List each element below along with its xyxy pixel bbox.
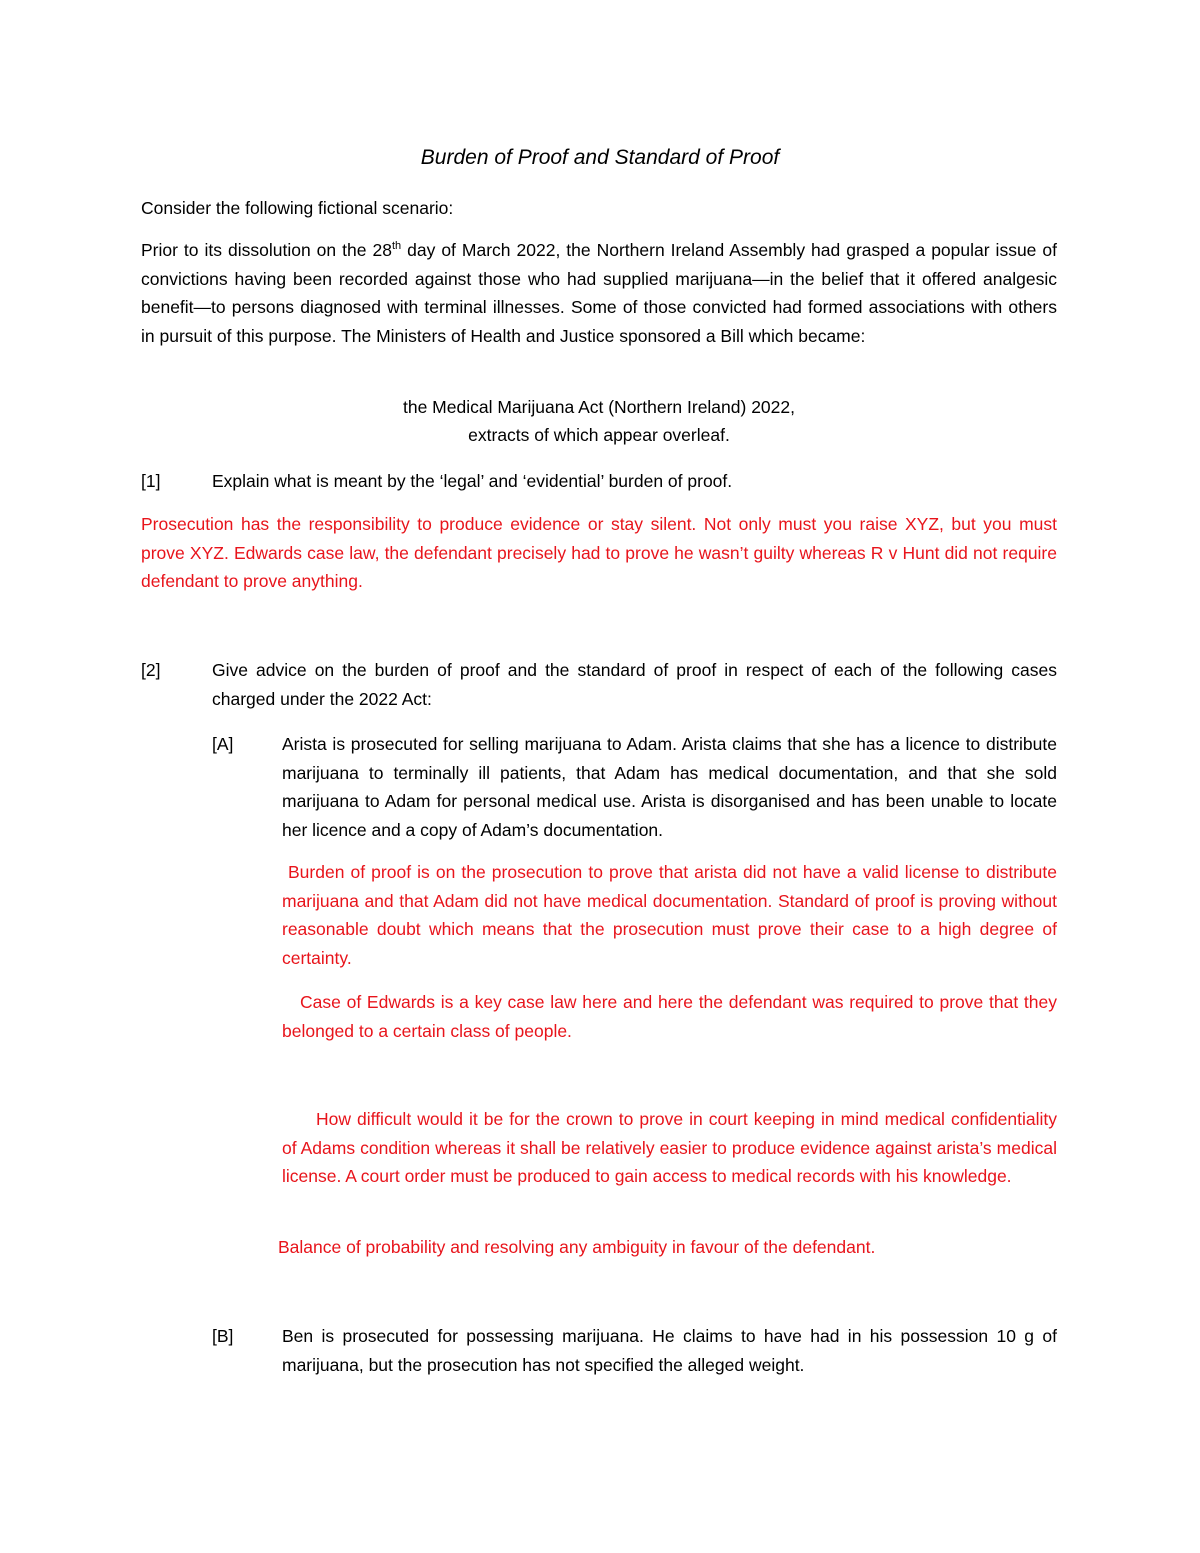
scenario-text-start: Prior to its dissolution on the 28 [141, 240, 392, 260]
scenario-text-rest: day of March 2022, the Northern Ireland Assembly had grasped a popular issue of convictions having been recorded against those who had supplied marijuana—in the belief that it offered analgesic benefit—to persons diagnosed with terminal illnesses. Some of those convicted had formed associations with others in pursuit of this purpose. The Ministers of Health and Justice sponsored a Bill which became: [141, 240, 1057, 346]
case-a-answer-balance: Balance of probability and resolving any ambiguity in favour of the defendant. [278, 1237, 876, 1257]
case-a-answer-burden: Burden of proof is on the prosecution to prove that arista did not have a valid license to distribute marijuana and that Adam did not have medical documentation. Standard of proof is proving without reasonable doubt which means that the prosecution must prove their case to a high degree of certainty. [282, 862, 1057, 968]
case-b-label: [B] [212, 1326, 234, 1346]
question-2-number: [2] [141, 660, 161, 680]
act-note: extracts of which appear overleaf. [468, 425, 730, 445]
case-a-text: Arista is prosecuted for selling marijuana to Adam. Arista claims that she has a licence to distribute marijuana to terminally ill patients, that Adam has medical documentation, and that she sold marijuana to Adam for personal medical use. Arista is disorganised and has been unable to locate her licence and a copy of Adam’s documentation. [282, 734, 1057, 840]
case-a-answer-confidentiality: How difficult would it be for the crown to prove in court keeping in mind medical confidentiality of Adams condition whereas it shall be relatively easier to produce evidence against arista’s medical license. A court order must be produced to gain access to medical records with his knowledge. [282, 1109, 1057, 1186]
act-title: the Medical Marijuana Act (Northern Ireland) 2022, [402, 397, 795, 417]
question-2-text: Give advice on the burden of proof and the standard of proof in respect of each of the following cases charged under the 2022 Act: [212, 660, 1057, 709]
question-1-answer: Prosecution has the responsibility to produce evidence or stay silent. Not only must you raise XYZ, but you must prove XYZ. Edwards case law, the defendant precisely had to prove he wasn’t guilty whereas R v Hunt did not require defendant to prove anything. [141, 514, 1057, 591]
case-a-answer-edwards: Case of Edwards is a key case law here and here the defendant was required to prove that they belonged to a certain class of people. [282, 992, 1057, 1041]
case-a-label: [A] [212, 734, 234, 754]
case-b-text: Ben is prosecuted for possessing marijuana. He claims to have had in his possession 10 g of marijuana, but the prosecution has not specified the alleged weight. [282, 1326, 1057, 1375]
intro-line: Consider the following fictional scenario: [141, 198, 454, 218]
ordinal-suffix: th [391, 240, 402, 252]
question-1-number: [1] [141, 471, 161, 491]
scenario-paragraph [141, 236, 1057, 350]
question-1-text: Explain what is meant by the ‘legal’ and ‘evidential’ burden of proof. [212, 471, 733, 491]
document-title: Burden of Proof and Standard of Proof [420, 146, 780, 169]
